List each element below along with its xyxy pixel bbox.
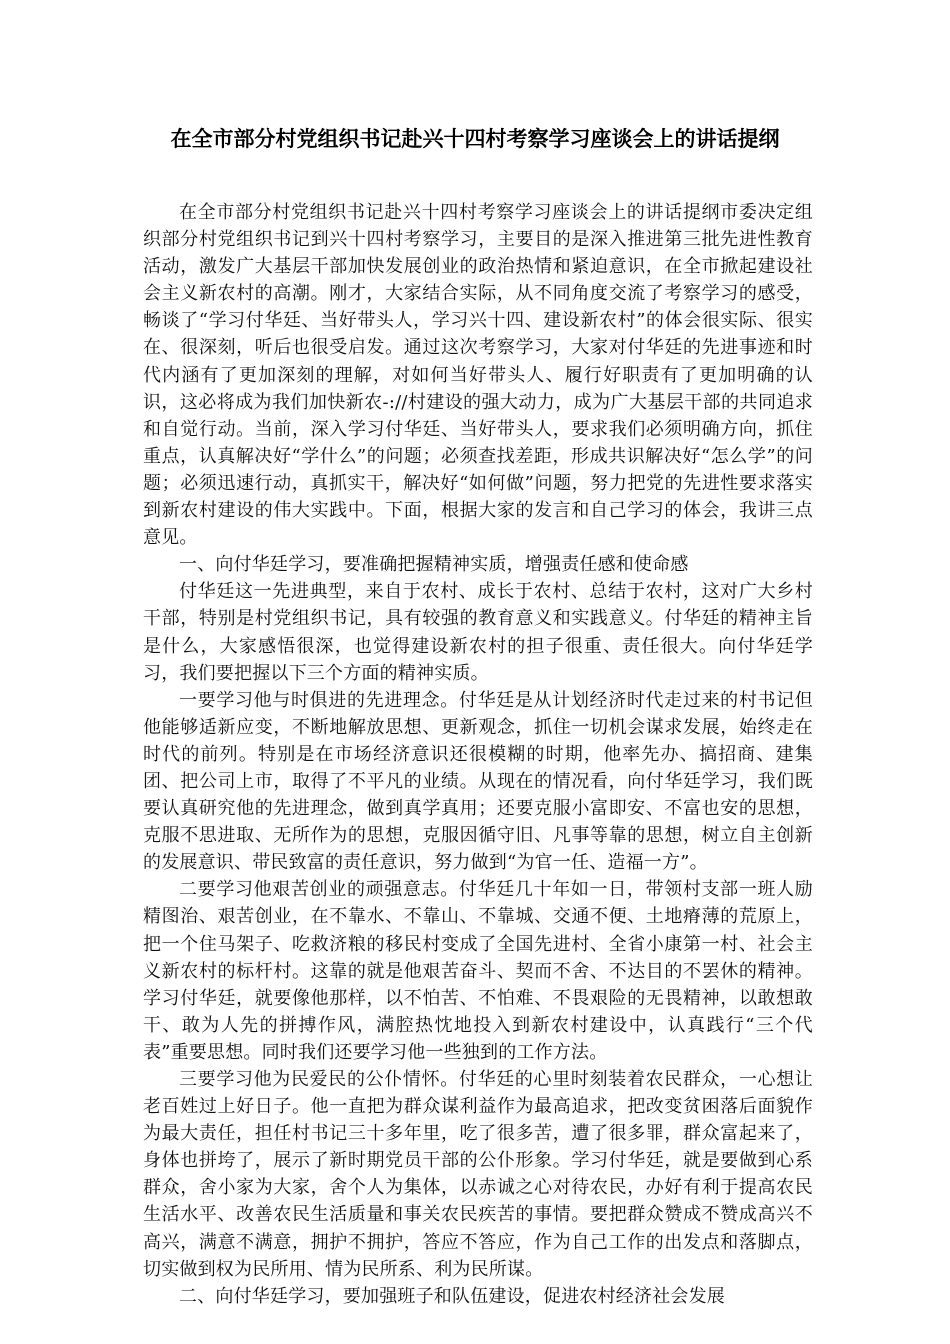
heading-section-2: 二、向付华廷学习，要加强班子和队伍建设，促进农村经济社会发展 (179, 1285, 725, 1307)
document-body (143, 199, 813, 1310)
document-title: 在全市部分村党组织书记赴兴十四村考察学习座谈会上的讲话提纲 (170, 126, 780, 151)
paragraph-section-1-intro: 付华廷这一先进典型，来自于农村、成长于农村、总结于农村，这对广大乡村干部，特别是村党组织书记，具有较强的教育意义和实践意义。付华廷的精神主旨是什么，大家感悟很深，也觉得建设新农村的担子很重、责任很大。向付华廷学习，我们要把握以下三个方面的精神实质。 (143, 581, 813, 684)
paragraph-intro: 在全市部分村党组织书记赴兴十四村考察学习座谈会上的讲话提纲市委决定组织部分村党组织书记到兴十四村考察学习，主要目的是深入推进第三批先进性教育活动，激发广大基层干部加快发展创业的政治热情和紧迫意识，在全市掀起建设社会主义新农村的高潮。刚才，大家结合实际，从不同角度交流了考察学习的感受，畅谈了“学习付华廷、当好带头人，学习兴十四、建设新农村”的体会很实际、很实在、很深刻，听后也很受启发。通过这次考察学习，大家对付华廷的先进事迹和时代内涵有了更加深刻的理解，对如何当好带头人、履行好职责有了更加明确的认识，这必将成为我们加快新农-://村建设的强大动力，成为广大基层干部的共同追求和自觉行动。当前，深入学习付华廷、当好带头人，要求我们必须明确方向，抓住重点，认真解决好“学什么”的问题；必须查找差距，形成共识解决好“怎么学”的问题；必须迅速行动，真抓实干，解决好“如何做”问题，努力把党的先进性要求落实到新农村建设的伟大实践中。下面，根据大家的发言和自己学习的体会，我讲三点意见。 (143, 202, 813, 549)
paragraph-point-2: 二要学习他艰苦创业的顽强意志。付华廷几十年如一日，带领村支部一班人励精图治、艰苦创业，在不靠水、不靠山、不靠城、交通不便、土地瘠薄的荒原上，把一个住马架子、吃救济粮的移民村变成了全国先进村、全省小康第一村、社会主义新农村的标杆村。这靠的就是他艰苦奋斗、契而不舍、不达目的不罢休的精神。学习付华廷，就要像他那样，以不怕苦、不怕难、不畏艰险的无畏精神，以敢想敢干、敢为人先的拼搏作风，满腔热忱地投入到新农村建设中，认真践行“三个代表”重要思想。同时我们还要学习他一些独到的工作方法。 (143, 879, 813, 1063)
paragraph-point-1: 一要学习他与时俱进的先进理念。付华廷是从计划经济时代走过来的村书记但他能够适新应变，不断地解放思想、更新观念，抓住一切机会谋求发展，始终走在时代的前列。特别是在市场经济意识还很模糊的时期，他率先办、搞招商、建集团、把公司上市，取得了不平凡的业绩。从现在的情况看，向付华廷学习，我们既要认真研究他的先进理念，做到真学真用；还要克服小富即安、不富也安的思想，克服不思进取、无所作为的思想，克服因循守旧、凡事等靠的思想，树立自主创新的发展意识、带民致富的责任意识，努力做到“为官一任、造福一方”。 (143, 689, 813, 874)
paragraph-point-3: 三要学习他为民爱民的公仆情怀。付华廷的心里时刻装着农民群众，一心想让老百姓过上好日子。他一直把为群众谋利益作为最高追求，把改变贫困落后面貌作为最大责任，担任村书记三十多年里，吃了很多苦，遭了很多罪，群众富起来了，身体也拼垮了，展示了新时期党员干部的公仆形象。学习付华廷，就是要做到心系群众，舍小家为大家，舍个人为集体，以赤诚之心对待农民，办好有利于提高农民生活水平、改善农民生活质量和事关农民疾苦的事情。要把群众赞成不赞成高兴不高兴，满意不满意，拥护不拥护，答应不答应，作为自己工作的出发点和落脚点，切实做到权为民所用、情为民所系、利为民所谋。 (143, 1069, 813, 1280)
heading-section-1: 一、向付华廷学习，要准确把握精神实质，增强责任感和使命感 (179, 554, 689, 576)
